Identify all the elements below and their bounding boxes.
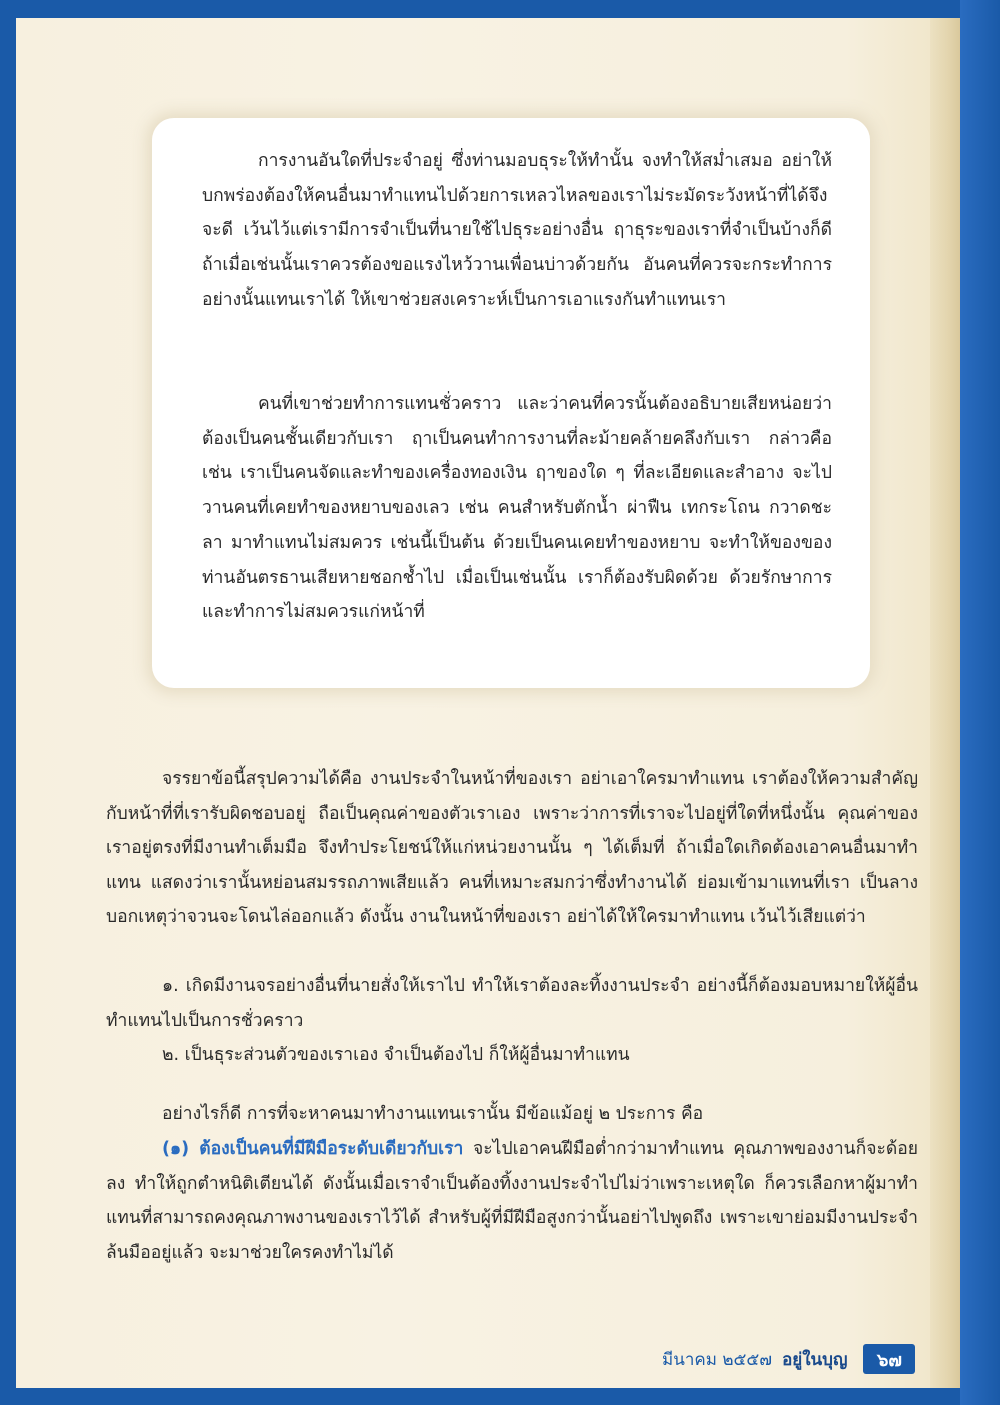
page-number: ๖๗: [863, 1344, 915, 1374]
list-item-1: ๑. เกิดมีงานจรอย่างอื่นที่นายสั่งให้เราไป ทำให้เราต้องละทิ้งงานประจำ อย่างนี้ก็ต้องมอบหมายให้ผู้อื่นทำแทนไปเป็นการชั่วคราว: [106, 976, 918, 1031]
quote-paragraph-1: การงานอันใดที่ประจำอยู่ ซึ่งท่านมอบธุระให้ทำนั้น จงทำให้สม่ำเสมอ อย่าให้บกพร่องต้องให้คนอื่นมาทำแทนไปด้วยการเหลวไหลของเราไม่ระมัดระวังหน้าที่ได้จึงจะดี เว้นไว้แต่เรามีการจำเป็นที่นายใช้ไปธุระอย่างอื่น ฤาธุระของเราที่จำเป็นบ้างก็ดี ถ้าเมื่อเช่นนั้นเราควรต้องขอแรงไหว้วานเพื่อนบ่าวด้วยกัน อันคนที่ควรจะกระทำการอย่างนั้นแทนเราได้ ให้เขาช่วยสงเคราะห์เป็นการเอาแรงกันทำแทนเรา: [202, 151, 832, 310]
condition-1-highlight: (๑) ต้องเป็นคนที่มีฝีมือระดับเดียวกับเรา: [162, 1139, 464, 1159]
body-paragraph-conditions: อย่างไรก็ดี การที่จะหาคนมาทำงานแทนเรานั้น มีข้อแม้อยู่ ๒ ประการ คือ: [162, 1104, 704, 1124]
list-item-2: ๒. เป็นธุระส่วนตัวของเราเอง จำเป็นต้องไป ก็ให้ผู้อื่นมาทำแทน: [162, 1045, 630, 1065]
condition-1-text: จะไปเอาคนฝีมือต่ำกว่ามาทำแทน คุณภาพของงานก็จะด้อยลง ทำให้ถูกตำหนิติเตียนได้ ดังนั้นเมื่อเราจำเป็นต้องทิ้งงานประจำไปไม่ว่าเพราะเหตุใด ก็ควรเลือกหาผู้มาทำแทนที่สามารถคงคุณภาพงานของเราไว้ได้ สำหรับผู้ที่มีฝีมือสูงกว่านั้นอย่าไปพูดถึง เพราะเขาย่อมมีงานประจำล้นมืออยู่แล้ว จะมาช่วยใครคงทำไม่ได้: [106, 1139, 918, 1263]
side-strip: [960, 0, 1000, 1405]
issue-date: มีนาคม ๒๕๕๗: [662, 1349, 773, 1370]
page-edge: [930, 18, 960, 1388]
body-paragraph-summary: จรรยาข้อนี้สรุปความได้คือ งานประจำในหน้าที่ของเรา อย่าเอาใครมาทำแทน เราต้องให้ความสำคัญกับหน้าที่ที่เรารับผิดชอบอยู่ ถือเป็นคุณค่าของตัวเราเอง เพราะว่าการที่เราจะไปอยู่ที่ใดที่หนึ่งนั้น คุณค่าของเราอยู่ตรงที่มีงานทำเต็มมือ จึงทำประโยชน์ให้แก่หน่วยงานนั้น ๆ ได้เต็มที่ ถ้าเมื่อใดเกิดต้องเอาคนอื่นมาทำแทน แสดงว่าเรานั้นหย่อนสมรรถภาพเสียแล้ว คนที่เหมาะสมกว่าซึ่งทำงานได้ ย่อมเข้ามาแทนที่เรา เป็นลางบอกเหตุว่าจวนจะโดนไล่ออกแล้ว ดังนั้น งานในหน้าที่ของเรา อย่าได้ให้ใครมาทำแทน เว้นไว้เสียแต่ว่า: [106, 769, 918, 927]
body-paragraph-condition-1: [106, 1132, 918, 1270]
page-footer: [662, 1342, 915, 1376]
magazine-title: อยู่ในบุญ: [782, 1349, 848, 1370]
quote-paragraph-2: คนที่เขาช่วยทำการแทนชั่วคราว และว่าคนที่ควรนั้นต้องอธิบายเสียหน่อยว่าต้องเป็นคนชั้นเดียวกับเรา ฤาเป็นคนทำการงานที่ละม้ายคล้ายคลึงกับเรา กล่าวคือ เช่น เราเป็นคนจัดและทำของเครื่องทองเงิน ฤาของใด ๆ ที่ละเอียดและสำอาง จะไปวานคนที่เคยทำของหยาบของเลว เช่น คนสำหรับตักน้ำ ผ่าฟืน เทกระโถน กวาดชะลา มาทำแทนไม่สมควร เช่นนี้เป็นต้น ด้วยเป็นคนเคยทำของหยาบ จะทำให้ของของท่านอันตรธานเสียหายชอกช้ำไป เมื่อเป็นเช่นนั้น เราก็ต้องรับผิดด้วย ด้วยรักษาการและทำการไม่สมควรแก่หน้าที่: [202, 394, 832, 623]
